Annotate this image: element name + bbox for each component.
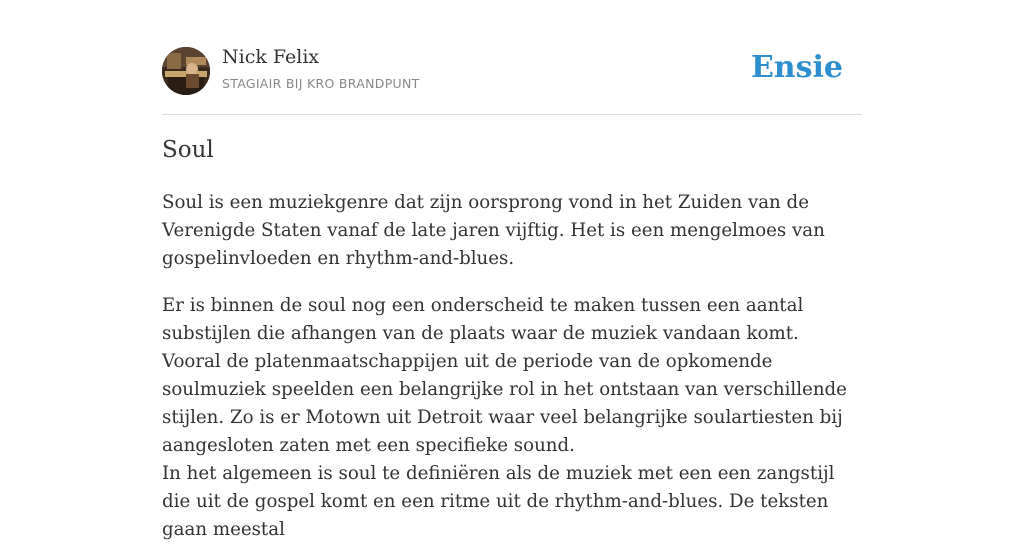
author-header <box>162 0 862 115</box>
article-body <box>162 189 862 544</box>
brand-logo[interactable]: Ensie <box>750 50 843 85</box>
article-title: Soul <box>162 137 214 163</box>
author-name[interactable]: Nick Felix <box>222 46 320 68</box>
article-page <box>162 0 862 540</box>
paragraph: In het algemeen is soul te definiëren als de muziek met een een zangstijl die uit de gospel komt en een ritme uit de rhythm-and-blues. De teksten gaan meestal <box>162 463 835 540</box>
author-role: STAGIAIR BIJ KRO BRANDPUNT <box>222 76 420 91</box>
paragraph: Er is binnen de soul nog een onderscheid te maken tussen een aantal substijlen die afhangen van de plaats waar de muziek vandaan komt. Vooral de platenmaatschappijen uit de periode van de opkomende soulmuziek speelden een belangrijke rol in het ontstaan van verschillende stijlen. Zo is er Motown uit Detroit waar veel belangrijke soulartiesten bij aangesloten zaten met een specifieke sound. <box>162 295 847 456</box>
paragraph: Soul is een muziekgenre dat zijn oorsprong vond in het Zuiden van de Verenigde Staten vanaf de late jaren vijftig. Het is een mengelmoes van gospelinvloeden en rhythm-and-blues. <box>162 192 825 269</box>
avatar-photo-icon <box>162 47 210 95</box>
author-avatar[interactable] <box>162 47 210 95</box>
